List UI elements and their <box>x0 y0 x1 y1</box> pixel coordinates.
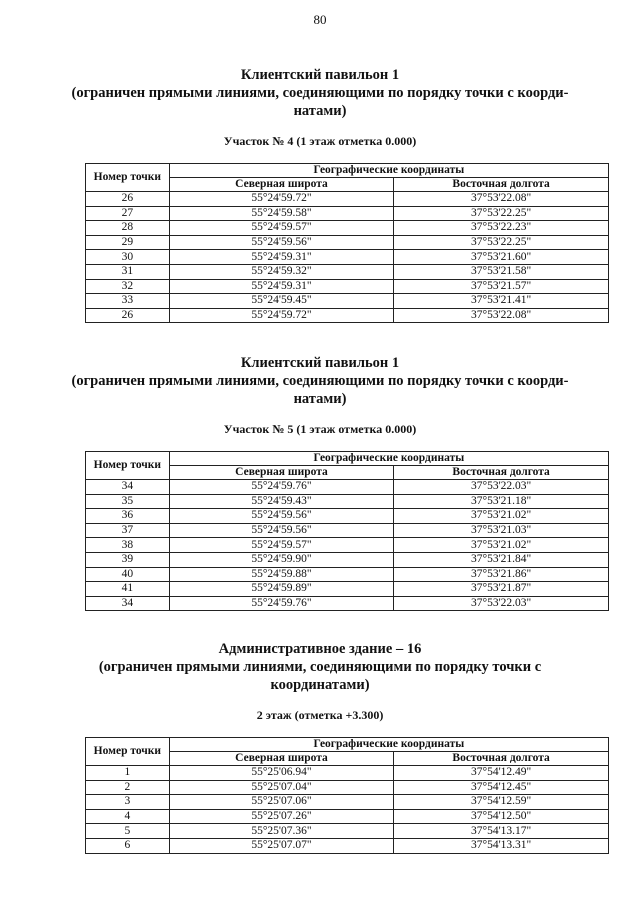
header-north-latitude: Северная широта <box>169 752 393 766</box>
longitude-cell: 37°53'22.23" <box>394 221 609 236</box>
longitude-cell: 37°53'21.41" <box>394 294 609 309</box>
point-number-cell: 26 <box>86 192 170 207</box>
longitude-cell: 37°54'12.49" <box>394 766 609 781</box>
point-number-cell: 40 <box>86 567 170 582</box>
point-number-cell: 28 <box>86 221 170 236</box>
header-geo-coords: Географические координаты <box>169 738 608 752</box>
latitude-cell: 55°24'59.43" <box>169 494 393 509</box>
latitude-cell: 55°24'59.76" <box>169 596 393 611</box>
longitude-cell: 37°53'21.58" <box>394 264 609 279</box>
section-admin-building-16 <box>0 640 640 854</box>
header-geo-coords: Географические координаты <box>169 452 608 466</box>
section-subtitle: Участок № 5 (1 этаж отметка 0.000) <box>223 422 417 436</box>
point-number-cell: 6 <box>86 838 170 853</box>
latitude-cell: 55°24'59.89" <box>169 582 393 597</box>
section-description-line2: натами) <box>293 103 347 119</box>
table-row <box>86 824 609 839</box>
table-row <box>86 582 609 597</box>
longitude-cell: 37°53'21.03" <box>394 523 609 538</box>
point-number-cell: 30 <box>86 250 170 265</box>
section-description-line2: натами) <box>293 391 347 407</box>
page-number: 80 <box>313 12 327 27</box>
header-east-longitude: Восточная долгота <box>394 178 609 192</box>
section-description-line1: (ограничен прямыми линиями, соединяющими по порядку точки с <box>98 659 542 675</box>
latitude-cell: 55°24'59.58" <box>169 206 393 221</box>
header-point-number: Номер точки <box>86 452 170 480</box>
point-number-cell: 32 <box>86 279 170 294</box>
section-client-pavilion-plot-4 <box>0 66 640 323</box>
section-title: Клиентский павильон 1 <box>240 355 400 371</box>
header-north-latitude: Северная широта <box>169 178 393 192</box>
header-point-number: Номер точки <box>86 738 170 766</box>
table-row <box>86 294 609 309</box>
longitude-cell: 37°53'21.57" <box>394 279 609 294</box>
longitude-cell: 37°53'21.60" <box>394 250 609 265</box>
point-number-cell: 29 <box>86 235 170 250</box>
section-title: Клиентский павильон 1 <box>240 67 400 83</box>
table-row <box>86 250 609 265</box>
latitude-cell: 55°24'59.31" <box>169 279 393 294</box>
longitude-cell: 37°53'22.08" <box>394 308 609 323</box>
longitude-cell: 37°54'12.45" <box>394 780 609 795</box>
latitude-cell: 55°24'59.57" <box>169 538 393 553</box>
latitude-cell: 55°24'59.32" <box>169 264 393 279</box>
table-row <box>86 795 609 810</box>
header-east-longitude: Восточная долгота <box>394 752 609 766</box>
section-subtitle: 2 этаж (отметка +3.300) <box>256 708 384 722</box>
point-number-cell: 5 <box>86 824 170 839</box>
section-description-line1: (ограничен прямыми линиями, соединяющими по порядку точки с коорди- <box>71 85 569 101</box>
section-subtitle: Участок № 4 (1 этаж отметка 0.000) <box>223 134 417 148</box>
table-row <box>86 766 609 781</box>
header-east-longitude: Восточная долгота <box>394 466 609 480</box>
section-title: Административное здание – 16 <box>218 641 422 657</box>
point-number-cell: 33 <box>86 294 170 309</box>
longitude-cell: 37°53'21.02" <box>394 509 609 524</box>
table-row <box>86 494 609 509</box>
latitude-cell: 55°25'07.04" <box>169 780 393 795</box>
latitude-cell: 55°25'06.94" <box>169 766 393 781</box>
table-row <box>86 596 609 611</box>
point-number-cell: 36 <box>86 509 170 524</box>
longitude-cell: 37°53'22.03" <box>394 596 609 611</box>
section-description-line1: (ограничен прямыми линиями, соединяющими по порядку точки с коорди- <box>71 373 569 389</box>
latitude-cell: 55°25'07.36" <box>169 824 393 839</box>
header-point-number: Номер точки <box>86 164 170 192</box>
latitude-cell: 55°25'07.26" <box>169 809 393 824</box>
latitude-cell: 55°24'59.56" <box>169 509 393 524</box>
table-row <box>86 192 609 207</box>
table-row <box>86 206 609 221</box>
longitude-cell: 37°53'22.25" <box>394 235 609 250</box>
coordinates-table <box>85 451 609 611</box>
header-north-latitude: Северная широта <box>169 466 393 480</box>
point-number-cell: 31 <box>86 264 170 279</box>
section-client-pavilion-plot-5 <box>0 354 640 611</box>
longitude-cell: 37°54'12.50" <box>394 809 609 824</box>
table-row <box>86 523 609 538</box>
point-number-cell: 1 <box>86 766 170 781</box>
point-number-cell: 37 <box>86 523 170 538</box>
table-row <box>86 480 609 495</box>
latitude-cell: 55°24'59.31" <box>169 250 393 265</box>
point-number-cell: 2 <box>86 780 170 795</box>
longitude-cell: 37°54'13.31" <box>394 838 609 853</box>
table-row <box>86 264 609 279</box>
longitude-cell: 37°53'21.84" <box>394 552 609 567</box>
latitude-cell: 55°25'07.06" <box>169 795 393 810</box>
latitude-cell: 55°24'59.90" <box>169 552 393 567</box>
longitude-cell: 37°53'22.03" <box>394 480 609 495</box>
coordinates-table <box>85 163 609 323</box>
latitude-cell: 55°25'07.07" <box>169 838 393 853</box>
latitude-cell: 55°24'59.57" <box>169 221 393 236</box>
point-number-cell: 38 <box>86 538 170 553</box>
latitude-cell: 55°24'59.45" <box>169 294 393 309</box>
point-number-cell: 35 <box>86 494 170 509</box>
point-number-cell: 3 <box>86 795 170 810</box>
latitude-cell: 55°24'59.56" <box>169 235 393 250</box>
point-number-cell: 26 <box>86 308 170 323</box>
latitude-cell: 55°24'59.72" <box>169 308 393 323</box>
point-number-cell: 34 <box>86 596 170 611</box>
point-number-cell: 39 <box>86 552 170 567</box>
point-number-cell: 34 <box>86 480 170 495</box>
table-row <box>86 552 609 567</box>
table-row <box>86 308 609 323</box>
point-number-cell: 4 <box>86 809 170 824</box>
table-row <box>86 221 609 236</box>
longitude-cell: 37°54'12.59" <box>394 795 609 810</box>
longitude-cell: 37°53'22.08" <box>394 192 609 207</box>
header-geo-coords: Географические координаты <box>169 164 608 178</box>
latitude-cell: 55°24'59.56" <box>169 523 393 538</box>
latitude-cell: 55°24'59.88" <box>169 567 393 582</box>
table-row <box>86 235 609 250</box>
point-number-cell: 41 <box>86 582 170 597</box>
section-description-line2: координатами) <box>270 677 370 693</box>
table-row <box>86 809 609 824</box>
table-row <box>86 509 609 524</box>
table-row <box>86 838 609 853</box>
longitude-cell: 37°53'21.86" <box>394 567 609 582</box>
longitude-cell: 37°54'13.17" <box>394 824 609 839</box>
longitude-cell: 37°53'21.18" <box>394 494 609 509</box>
coordinates-table <box>85 737 609 854</box>
longitude-cell: 37°53'21.02" <box>394 538 609 553</box>
table-row <box>86 780 609 795</box>
table-row <box>86 279 609 294</box>
longitude-cell: 37°53'22.25" <box>394 206 609 221</box>
latitude-cell: 55°24'59.76" <box>169 480 393 495</box>
longitude-cell: 37°53'21.87" <box>394 582 609 597</box>
table-row <box>86 538 609 553</box>
table-row <box>86 567 609 582</box>
point-number-cell: 27 <box>86 206 170 221</box>
latitude-cell: 55°24'59.72" <box>169 192 393 207</box>
